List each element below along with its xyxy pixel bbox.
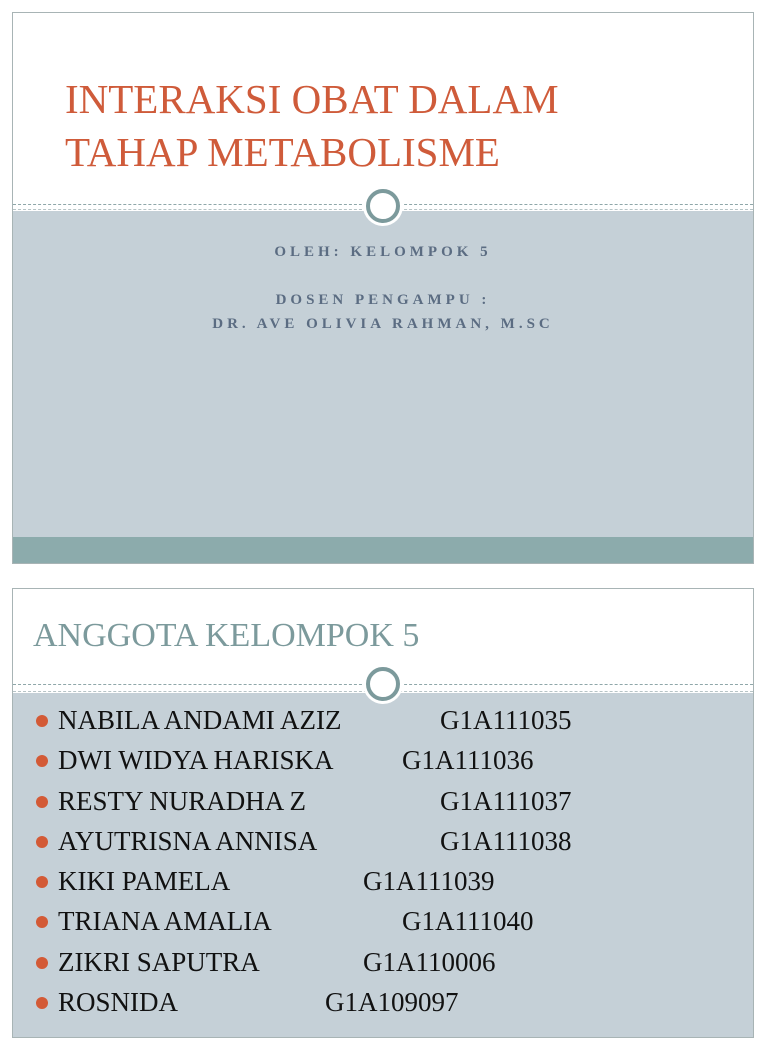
member-name: KIKI PAMELA xyxy=(58,866,231,897)
members-slide xyxy=(12,588,754,1038)
circle-ornament-icon xyxy=(366,667,400,701)
member-id: G1A111037 xyxy=(440,785,572,816)
list-item xyxy=(13,864,753,904)
section-title: ANGGOTA KELOMPOK 5 xyxy=(33,617,420,654)
bullet-icon xyxy=(36,957,48,969)
title-slide-header xyxy=(13,13,753,211)
list-item xyxy=(13,784,753,824)
member-id: G1A110006 xyxy=(363,946,496,977)
member-name: NABILA ANDAMI AZIZ xyxy=(58,705,342,735)
lecturer-label: DOSEN PENGAMPU : xyxy=(275,292,491,308)
slide-title-line-1: INTERAKSI OBAT DALAM xyxy=(65,76,559,122)
bullet-icon xyxy=(36,997,48,1009)
member-name: RESTY NURADHA Z xyxy=(58,785,307,816)
member-id: G1A111038 xyxy=(440,825,572,856)
member-id: G1A111040 xyxy=(402,906,534,937)
member-list xyxy=(13,703,753,1025)
member-name: DWI WIDYA HARISKA xyxy=(58,745,334,776)
bullet-icon xyxy=(36,755,48,767)
list-item xyxy=(13,703,753,743)
bullet-icon xyxy=(36,715,48,727)
member-name: AYUTRISNA ANNISA xyxy=(58,825,318,856)
bullet-icon xyxy=(36,836,48,848)
title-slide xyxy=(12,12,754,564)
list-item xyxy=(13,824,753,864)
list-item xyxy=(13,904,753,944)
footer-band xyxy=(13,537,753,564)
member-id: G1A111035 xyxy=(440,705,572,735)
member-id: G1A109097 xyxy=(325,987,459,1018)
group-byline: OLEH: KELOMPOK 5 xyxy=(274,244,492,260)
bullet-icon xyxy=(36,796,48,808)
slide-title-line-2: TAHAP METABOLISME xyxy=(65,129,500,175)
list-item xyxy=(13,985,753,1025)
member-name: ROSNIDA xyxy=(58,987,179,1018)
circle-ornament-icon xyxy=(366,189,400,223)
list-item xyxy=(13,743,753,783)
bullet-icon xyxy=(36,916,48,928)
member-id: G1A111039 xyxy=(363,866,495,897)
bullet-icon xyxy=(36,876,48,888)
member-name: TRIANA AMALIA xyxy=(58,906,272,937)
list-item xyxy=(13,945,753,985)
lecturer-name: DR. AVE OLIVIA RAHMAN, M.SC xyxy=(212,316,554,332)
slide-title xyxy=(65,73,705,179)
member-id: G1A111036 xyxy=(402,745,534,776)
member-name: ZIKRI SAPUTRA xyxy=(58,946,260,977)
